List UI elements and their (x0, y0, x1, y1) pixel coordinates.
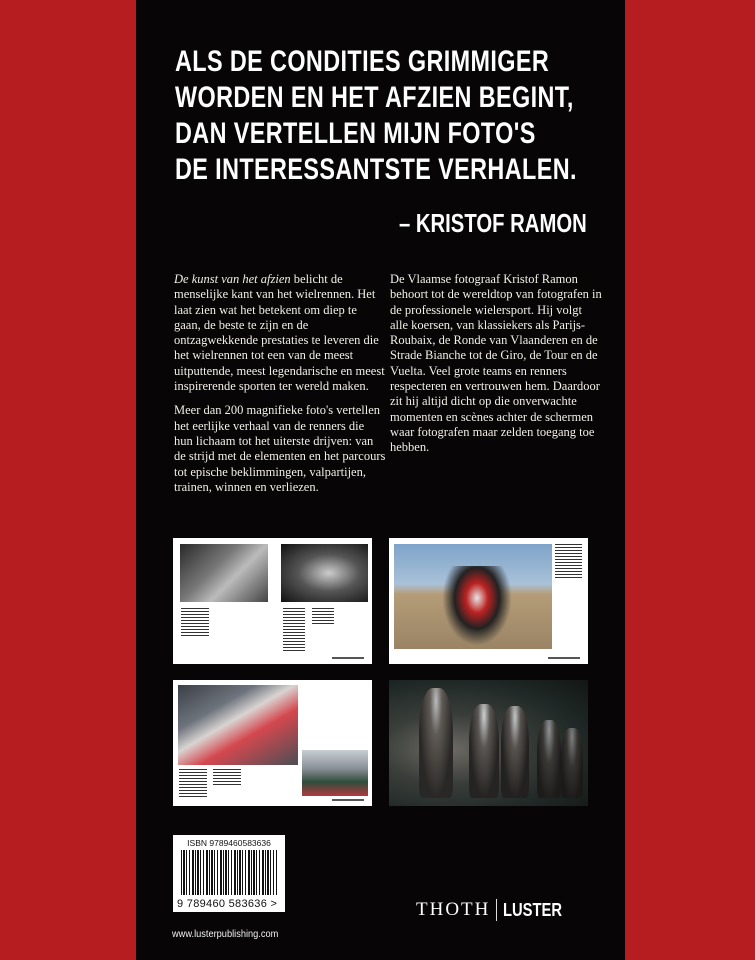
photo-bw-forest-riders (281, 544, 368, 602)
book-spread-preview-2 (389, 538, 588, 664)
blurb-paragraph: Meer dan 200 magnifieke foto's vertellen het eerlijke verhaal van de renners die hun lichaam tot het uiterste drijven: van de strijd met de elementen en het parcours tot epische beklimmingen, valpartijen, trainen, winnen en verliezen. (174, 403, 386, 494)
book-title-italic: De kunst van het afzien (174, 272, 291, 286)
caption-text (179, 769, 207, 797)
blurb-text: belicht de menselijke kant van het wielrennen. Het laat zien wat het betekent om diep te gaan, de beste te zijn en de ontzagwekkende prestaties te leveren die het wielrennen tot een van de meest uitputtende, meest legendarische en meest inspirerende sporten ter wereld maken. (174, 272, 385, 394)
rider-silhouette (442, 566, 512, 646)
publisher-website: www.lusterpublishing.com (172, 928, 279, 940)
author-bio-paragraph: De Vlaamse fotograaf Kristof Ramon behoort tot de wereldtop van fotografen in de professionele wielersport. Hij volgt alle koersen, van klassiekers als Parijs-Roubaix, de Ronde van Vlaanderen en de Strade Bianche tot de Giro, de Tour en de Vuelta. Veel grote teams en renners respecteren en vertrouwen hem. Daardoor zit hij altijd dicht op die onverwachte momenten en scènes achter de schermen waar fotografen maar zelden toegang toe hebben. (390, 272, 602, 455)
page-folio (548, 657, 580, 659)
publisher-thoth: THOTH (416, 899, 491, 920)
publisher-logo (416, 899, 575, 921)
blurb-paragraph (174, 272, 386, 394)
isbn-barcode (173, 835, 285, 912)
page-folio (332, 657, 364, 659)
page-folio (332, 799, 364, 801)
rider-figure (537, 720, 561, 798)
rider-figure (469, 704, 499, 798)
isbn-digits: 9 789460 583636 > (177, 898, 278, 910)
rider-figure (561, 728, 583, 798)
book-spread-preview-3 (173, 680, 372, 806)
pull-quote (175, 44, 577, 188)
logo-divider (496, 899, 497, 921)
caption-text (213, 769, 241, 787)
barcode-bars (181, 850, 277, 895)
blurb-left-column (174, 272, 386, 504)
caption-text (181, 608, 209, 636)
quote-line: DAN VERTELLEN MIJN FOTO'S (175, 117, 536, 150)
photo-uae-rider (394, 544, 552, 649)
photo-rider-crowd (302, 750, 368, 796)
blurb-right-column (390, 272, 602, 465)
isbn-label: ISBN 9789460583636 (187, 838, 271, 848)
quote-line: ALS DE CONDITIES GRIMMIGER (175, 45, 550, 78)
rider-figure (419, 688, 453, 798)
caption-text (312, 608, 334, 624)
photo-fallen-rider (178, 685, 298, 765)
book-spread-preview-1 (173, 538, 372, 664)
quote-author: – KRISTOF RAMON (399, 208, 587, 238)
quote-line: DE INTERESSANTSTE VERHALEN. (175, 153, 577, 186)
quote-line: WORDEN EN HET AFZIEN BEGINT, (175, 81, 574, 114)
rider-figure (501, 706, 529, 798)
photo-bw-station (180, 544, 268, 602)
caption-text (555, 544, 582, 578)
book-spread-preview-4 (389, 680, 588, 806)
caption-text (283, 608, 305, 652)
publisher-luster: LUSTER (503, 899, 563, 920)
